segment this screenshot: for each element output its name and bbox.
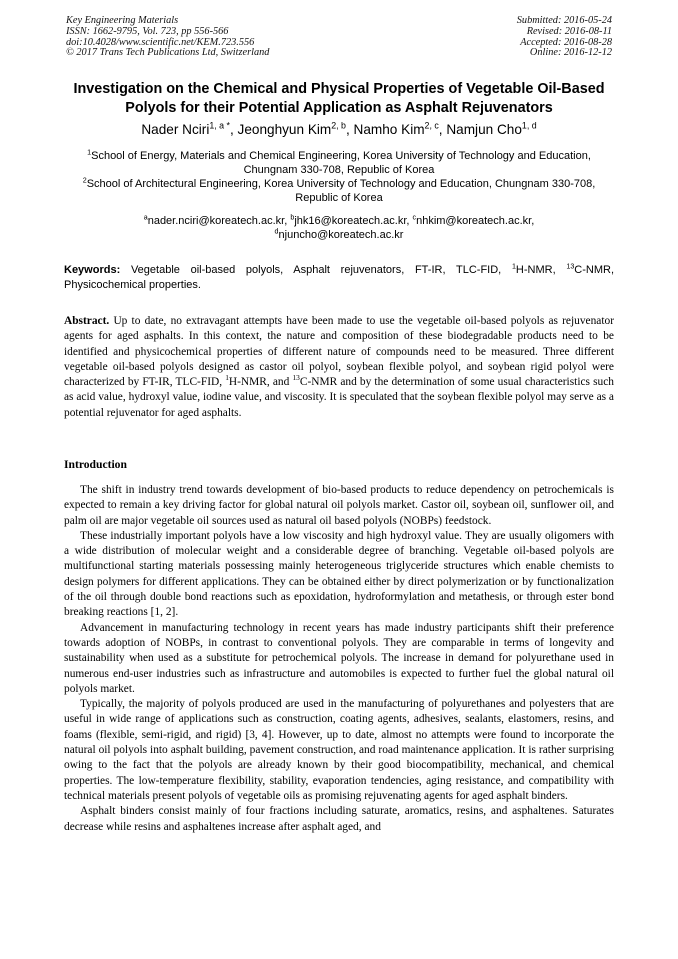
doi-link[interactable]: doi:10.4028/www.scientific.net/KEM.723.556 — [66, 36, 255, 48]
online-date: Online: 2016-12-12 — [529, 47, 612, 59]
keywords: Keywords: Vegetable oil-based polyols, Asphalt rejuvenators, FT-IR, TLC-FID, $^1$H-NMR, $^{13}$C-NMR, Physicochemical properties. — [64, 262, 615, 292]
paragraph: Asphalt binders consist mainly of four fractions including saturate, aromatics, resins, and asphaltenes. Saturates decrease while resins and asphaltenes increase after asphalt aged, and — [64, 805, 614, 833]
journal-info — [66, 16, 269, 59]
journal-issn: ISSN: 1662-9795, Vol. 723, pp 556-566 — [66, 25, 229, 37]
accepted-date: Accepted: 2016-08-28 — [520, 36, 612, 48]
author: Nader Nciri$^{1, a *}$ — [141, 120, 230, 137]
paragraph: Typically, the majority of polyols produced are used in the manufacturing of polyurethanes and polyesters that are useful in wide range of applications such as construction, coating agents, adhesives, sealants, elastomers, resins, and foams (flexible, semi-rigid, and rigid) [3, 4]. However, up to date, almost no attempts were found to incorporate the natural oil polyols into asphalt building, pavement construction, and road maintenance application. It is rather surprising owing to the fact that the polyols are already known by their good biocompatibility, mechanical, and chemical properties. The low-temperature flexibility, stability, evaporation tendencies, aging resistance, and compatibility with technical materials present polyols of vegetable oils as promising rejuvenating agents for aged asphalt binders. — [64, 698, 614, 802]
journal-name: Key Engineering Materials — [66, 15, 179, 26]
author-list: Nader Nciri$^{1, a *}$, Jeonghyun Kim$^{2, b}$, Namho Kim$^{2, c}$, Namjun Cho$^{1, d}$ — [141, 120, 537, 137]
section-heading: Introduction — [64, 458, 127, 471]
paragraph: Advancement in manufacturing technology in recent years has made industry participants shift their preference towards adoption of NOBPs, in contrast to conventional polyols. They are comparable in terms of longevity and sustainability when used as a substitute for petrochemical polyols. The increase in demand for polyurethane used in numerous end-user industries such as infrastructure and automobiles is expected to further fuel the global natural oil polyols market. — [64, 621, 614, 695]
paper-title: Investigation on the Chemical and Physical Properties of Vegetable Oil-Based Polyols for their Potential Application as Asphalt Rejuvenators — [73, 81, 605, 116]
affiliation: $^2$School of Architectural Engineering, Korea University of Technology and Education, Chungnam 330-708, Republic of Korea — [82, 176, 596, 204]
email-link[interactable]: $^c$nhkim@koreatech.ac.kr — [412, 213, 532, 227]
introduction-body — [64, 483, 614, 835]
author: Namjun Cho$^{1, d}$ — [446, 120, 537, 137]
paragraph: The shift in industry trend towards development of bio-based products to reduce dependency on petrochemicals is expected to remain a key driving factor for global natural oil polyols market. Castor oil, soybean oil, sunflower oil, and palm oil are major vegetable oil sources used as natural oil based polyols (NOBPs) feedstock. — [64, 484, 614, 527]
affiliation: $^1$School of Energy, Materials and Chemical Engineering, Korea University of Technology and Education, Chungnam 330-708, Republic of Korea — [87, 148, 591, 176]
abstract: Abstract. Up to date, no extravagant attempts have been made to use the vegetable oil-based polyols as rejuvenator agents for aged asphalts. In this context, the nature and composition of these biodegradable products need to be identified and physicochemical properties of different nature of compounds need to be measured. Three different vegetable oil-based polyols designed as castor oil polyol, soybean flexible polyol, and soybean rigid polyol were characterized by FT-IR, TLC-FID, $^1$H-NMR, and $^{13}$C-NMR and by the determination of some usual characteristics such as acid value, hydroxyl value, iodine value, and viscosity. It is speculated that the soybean flexible polyol may serve as a potential rejuvenator for aged asphalts. — [64, 315, 614, 419]
author: Namho Kim$^{2, c}$ — [353, 120, 439, 137]
revised-date: Revised: 2016-08-11 — [526, 25, 612, 37]
email-link[interactable]: $^d$njuncho@koreatech.ac.kr — [274, 227, 404, 241]
email-link[interactable]: $^b$jhk16@koreatech.ac.kr — [290, 213, 407, 227]
paragraph: These industrially important polyols have a low viscosity and high hydroxyl value. They are usually oligomers with a wide distribution of molecular weight and a considerable degree of branching. Vegetable oil-based polyols are multifunctional starting materials possessing mainly heterogeneous triglyceride structures which enable chemists to design polymers for different applications. They can be obtained either by direct polymerization or by functionalization of the oil through double bond reactions such as epoxidation, hydroformylation and metathesis, or through ester bond breaking reactions [1, 2]. — [64, 529, 614, 619]
keywords-label: Keywords: — [64, 264, 121, 276]
abstract-label: Abstract. — [64, 315, 110, 327]
email-link[interactable]: $^a$nader.nciri@koreatech.ac.kr — [143, 213, 285, 227]
affiliations — [60, 149, 618, 205]
submitted-date: Submitted: 2016-05-24 — [516, 15, 612, 26]
copyright-line: © 2017 Trans Tech Publications Ltd, Switzerland — [66, 47, 270, 59]
publication-dates — [517, 16, 612, 59]
author: Jeonghyun Kim$^{2, b}$ — [237, 120, 346, 137]
email-list: $^a$nader.nciri@koreatech.ac.kr, $^b$jhk16@koreatech.ac.kr, $^c$nhkim@koreatech.ac.kr, $^d$njuncho@koreatech.ac.kr — [143, 213, 535, 241]
